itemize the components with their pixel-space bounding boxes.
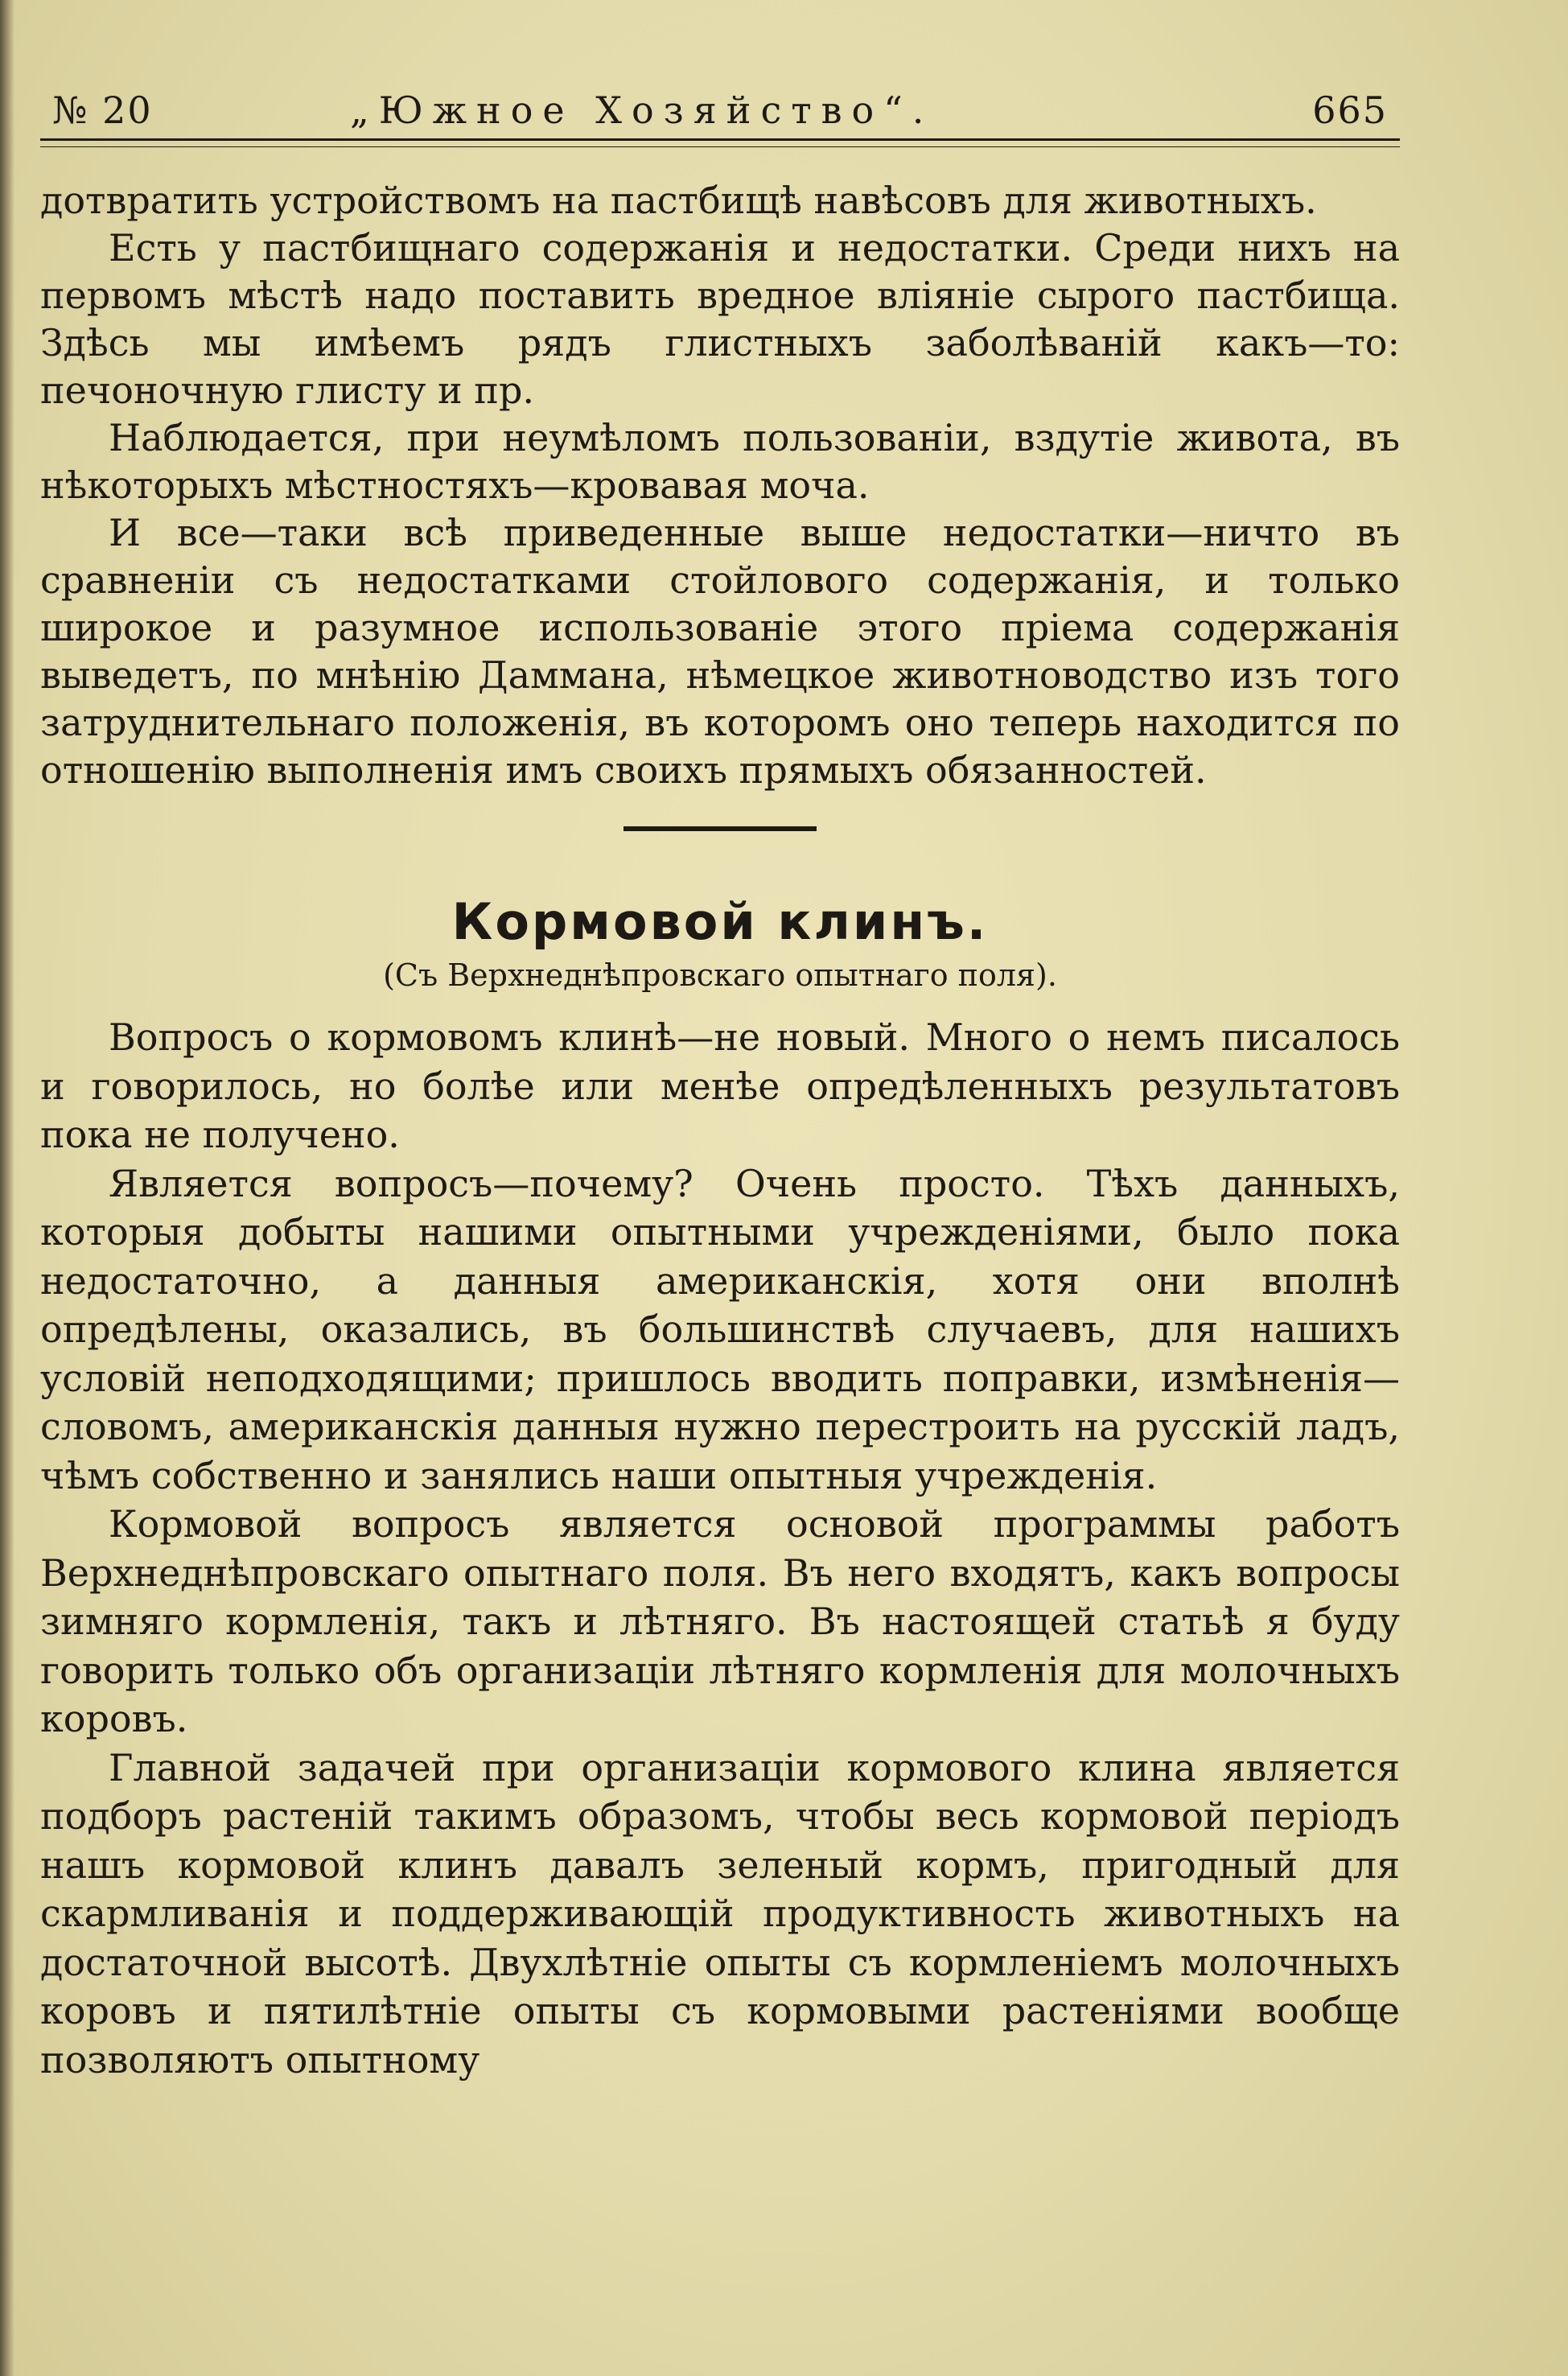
article-body xyxy=(40,1013,1400,2084)
paragraph: Главной задачей при организаціи кормового клина является подборъ растеній такимъ образомъ, чтобы весь кормовой періодъ нашъ кормовой клинъ давалъ зеленый кормъ, пригодный для скармливанія и поддерживающій продуктивность животныхъ на достаточной высотѣ. Двухлѣтніе опыты съ кормленіемъ молочныхъ коровъ и пятилѣтніе опыты съ кормовыми растеніями вообще позволяютъ опытному xyxy=(40,1745,1400,2082)
page-number: 665 xyxy=(1312,89,1388,132)
paragraph: Есть у пастбищнаго содержанія и недостатки. Среди нихъ на первомъ мѣстѣ надо поставить вредное вліяніе сырого пастбища. Здѣсь мы имѣемъ рядъ глистныхъ заболѣваній какъ—то: печоночную глисту и пр. xyxy=(40,226,1400,412)
article-subtitle: (Съ Верхнеднѣпровскаго опытнаго поля). xyxy=(383,957,1057,993)
paragraph: Наблюдается, при неумѣломъ пользованіи, вздутіе живота, въ нѣкоторыхъ мѣстностяхъ—кровавая моча. xyxy=(40,416,1400,507)
header-rule xyxy=(40,138,1400,147)
paragraph: И все—таки всѣ приведенные выше недостатки—ничто въ сравненіи съ недостатками стойлового содержанія, и только широкое и разумное использованіе этого пріема содержанія выведетъ, по мнѣнію Даммана, нѣмецкое животноводство изъ того затруднительнаго положенія, въ которомъ оно теперь находится по отношенію выполненія имъ своихъ прямыхъ обязанностей. xyxy=(40,511,1400,792)
article-title: Кормовой клинъ. xyxy=(451,892,989,951)
paragraph-continuation: дотвратить устройствомъ на пастбищѣ навѣсовъ для животныхъ. xyxy=(40,179,1317,222)
section-separator xyxy=(623,826,817,831)
journal-title: „Южное Хозяйство“. xyxy=(350,89,934,132)
book-spine-edge xyxy=(0,0,14,2376)
paragraph: Является вопросъ—почему? Очень просто. Тѣхъ данныхъ, которыя добыты нашими опытными учрежденіями, было пока недостаточно, а данныя американскія, хотя они вполнѣ опредѣлены, оказались, въ большинствѣ случаевъ, для нашихъ условій неподходящими; пришлось вводить поправки, измѣненія—словомъ, американскія данныя нужно перестроить на русскій ладъ, чѣмъ собственно и занялись наши опытныя учрежденія. xyxy=(40,1161,1400,1497)
running-header xyxy=(44,89,1396,145)
page-body xyxy=(40,177,1400,2084)
issue-number: № 20 xyxy=(52,89,153,132)
paragraph: Вопросъ о кормовомъ клинѣ—не новый. Много о немъ писалось и говорилось, но болѣе или менѣе опредѣленныхъ результатовъ пока не получено. xyxy=(40,1015,1400,1156)
paragraph: Кормовой вопросъ является основой программы работъ Верхнеднѣпровскаго опытнаго поля. Въ него входятъ, какъ вопросы зимняго кормленія, такъ и лѣтняго. Въ настоящей статьѣ я буду говорить только объ организаціи лѣтняго кормленія для молочныхъ коровъ. xyxy=(40,1502,1400,1740)
